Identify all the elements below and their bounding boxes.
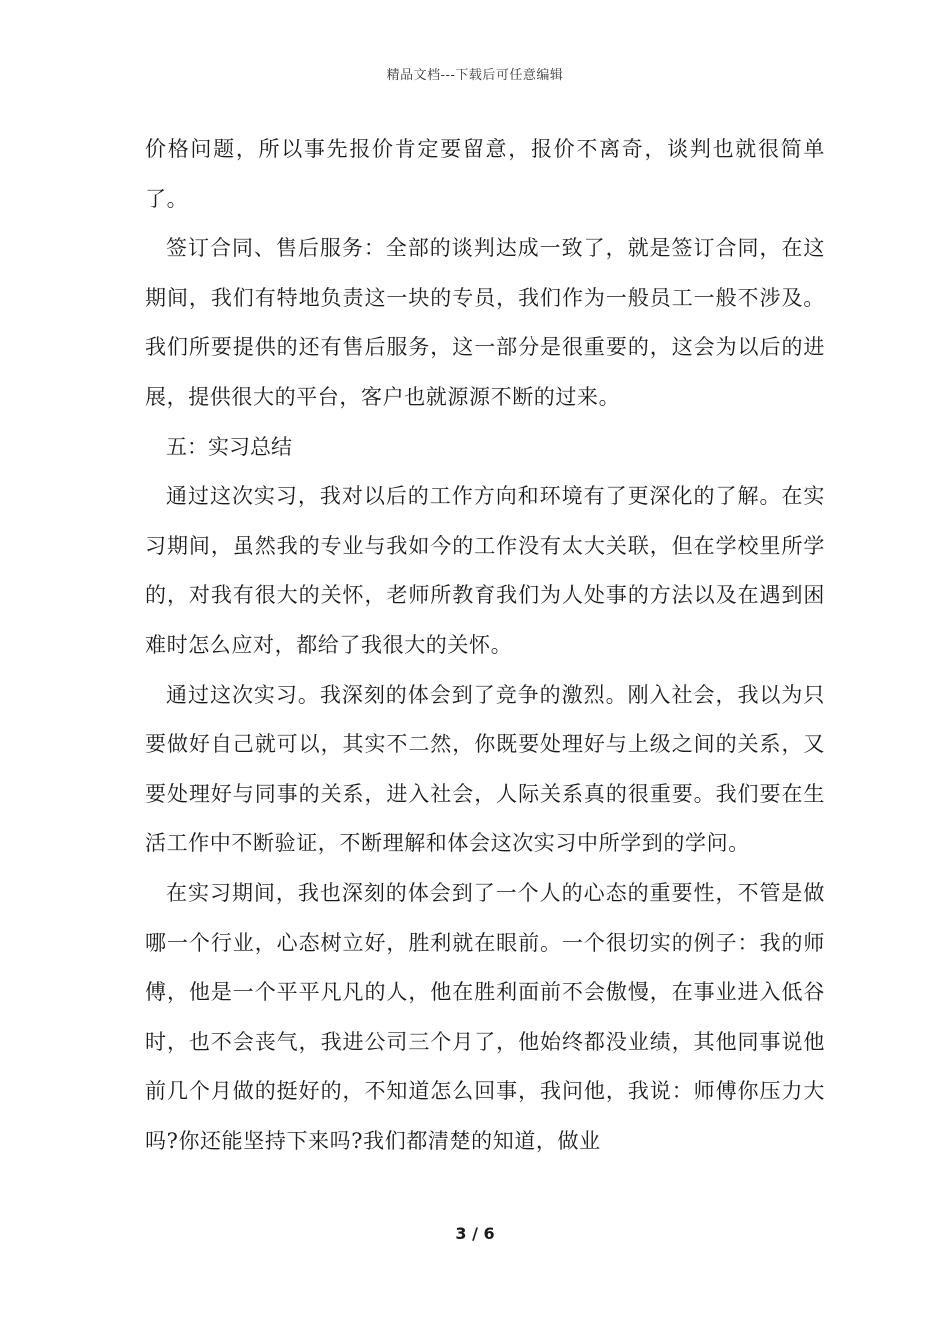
paragraph-summary-3: 在实习期间，我也深刻的体会到了一个人的心态的重要性，不管是做哪一个行业，心态树立好，胜利就在眼前。一个很切实的例子：我的师傅，他是一个平平凡凡的人，他在胜利面前不会傲慢，在事业进入低谷时，也不会丧气，我进公司三个月了，他始终都没业绩，其他同事说他前几个月做的挺好的，不知道怎么回事，我问他，我说：师傅你压力大吗?你还能坚持下来吗?我们都清楚的知道，做业	[145, 880, 825, 1153]
section-heading: 五：实习总结	[166, 434, 292, 459]
page-header: 精品文档---下载后可任意编辑	[386, 68, 564, 83]
page-number: 3 / 6	[455, 1224, 495, 1243]
paragraph-summary-2: 通过这次实习。我深刻的体会到了竞争的激烈。刚入社会，我以为只要做好自己就可以，其实不二然，你既要处理好与上级之间的关系，又要处理好与同事的关系，进入社会，人际关系真的很重要。我们要在生活工作中不断验证，不断理解和体会这次实习中所学到的学问。	[145, 682, 825, 856]
paragraph-price: 价格问题，所以事先报价肯定要留意，报价不离奇，谈判也就很简单了。	[145, 137, 825, 211]
document-body	[145, 125, 825, 1166]
paragraph-contract: 签订合同、售后服务：全部的谈判达成一致了，就是签订合同，在这期间，我们有特地负责这一块的专员，我们作为一般员工一般不涉及。我们所要提供的还有售后服务，这一部分是很重要的，这会为以后的进展，提供很大的平台，客户也就源源不断的过来。	[145, 236, 825, 409]
paragraph-summary-1: 通过这次实习，我对以后的工作方向和环境有了更深化的了解。在实习期间，虽然我的专业与我如今的工作没有太大关联，但在学校里所学的，对我有很大的关怀，老师所教育我们为人处事的方法以及在遇到困难时怎么应对，都给了我很大的关怀。	[145, 484, 825, 657]
